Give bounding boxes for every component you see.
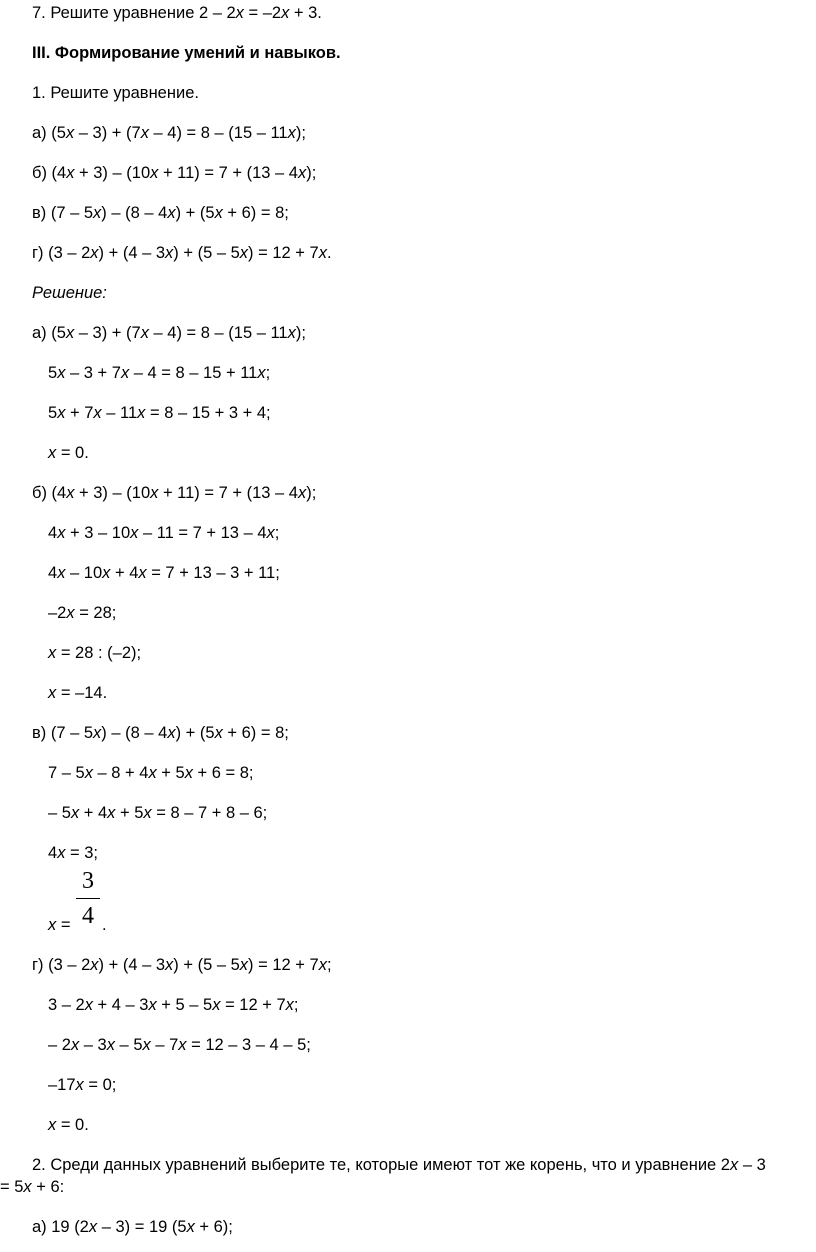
equation-b: б) (4x + 3) – (10x + 11) = 7 + (13 – 4x);: [32, 164, 317, 182]
solution-v-step-1: 7 – 5x – 8 + 4x + 5x + 6 = 8;: [48, 764, 254, 782]
solution-a-answer: x = 0.: [48, 444, 89, 462]
fraction-numerator: 3: [82, 868, 94, 894]
solution-v-step-3: 4x = 3;: [48, 844, 99, 862]
solution-a: а) (5x – 3) + (7x – 4) = 8 – (15 – 11x);: [32, 324, 306, 342]
solution-v-answer-end: .: [102, 916, 107, 934]
solution-b-answer: x = –14.: [48, 684, 108, 702]
solution-g-step-2: – 2x – 3x – 5x – 7x = 12 – 3 – 4 – 5;: [48, 1036, 311, 1054]
solution-b-step-1: 4x + 3 – 10x – 11 = 7 + 13 – 4x;: [48, 524, 280, 542]
exercise-1-title: 1. Решите уравнение.: [32, 84, 199, 102]
solution-v-answer-lhs: x =: [48, 916, 71, 934]
solution-a-step-1: 5x – 3 + 7x – 4 = 8 – 15 + 11x;: [48, 364, 271, 382]
solution-b: б) (4x + 3) – (10x + 11) = 7 + (13 – 4x);: [32, 484, 317, 502]
solution-v-step-2: – 5x + 4x + 5x = 8 – 7 + 8 – 6;: [48, 804, 268, 822]
solution-g-answer: x = 0.: [48, 1116, 89, 1134]
equation-v: в) (7 – 5x) – (8 – 4x) + (5x + 6) = 8;: [32, 204, 289, 222]
equation-g: г) (3 – 2x) + (4 – 3x) + (5 – 5x) = 12 + 7x.: [32, 244, 332, 262]
solution-b-step-3: –2x = 28;: [48, 604, 117, 622]
equation-a: а) (5x – 3) + (7x – 4) = 8 – (15 – 11x);: [32, 124, 306, 142]
solution-b-step-4: x = 28 : (–2);: [48, 644, 142, 662]
solution-heading: Решение:: [32, 284, 107, 302]
solution-g-step-3: –17x = 0;: [48, 1076, 117, 1094]
fraction-denominator: 4: [82, 903, 94, 929]
fraction-bar: [76, 898, 100, 899]
solution-g: г) (3 – 2x) + (4 – 3x) + (5 – 5x) = 12 + 7x;: [32, 956, 332, 974]
task-2-option-a: а) 19 (2x – 3) = 19 (5x + 6);: [32, 1218, 233, 1236]
solution-b-step-2: 4x – 10x + 4x = 7 + 13 – 3 + 11;: [48, 564, 280, 582]
solution-v: в) (7 – 5x) – (8 – 4x) + (5x + 6) = 8;: [32, 724, 289, 742]
solution-a-step-2: 5x + 7x – 11x = 8 – 15 + 3 + 4;: [48, 404, 271, 422]
section-heading: III. Формирование умений и навыков.: [32, 44, 341, 62]
solution-g-step-1: 3 – 2x + 4 – 3x + 5 – 5x = 12 + 7x;: [48, 996, 299, 1014]
task-7: 7. Решите уравнение 2 – 2x = –2x + 3.: [32, 4, 322, 22]
task-2-line-2: = 5x + 6:: [0, 1178, 65, 1196]
task-2-line-1: 2. Среди данных уравнений выберите те, которые имеют тот же корень, что и уравнение 2x – 3: [32, 1156, 766, 1174]
